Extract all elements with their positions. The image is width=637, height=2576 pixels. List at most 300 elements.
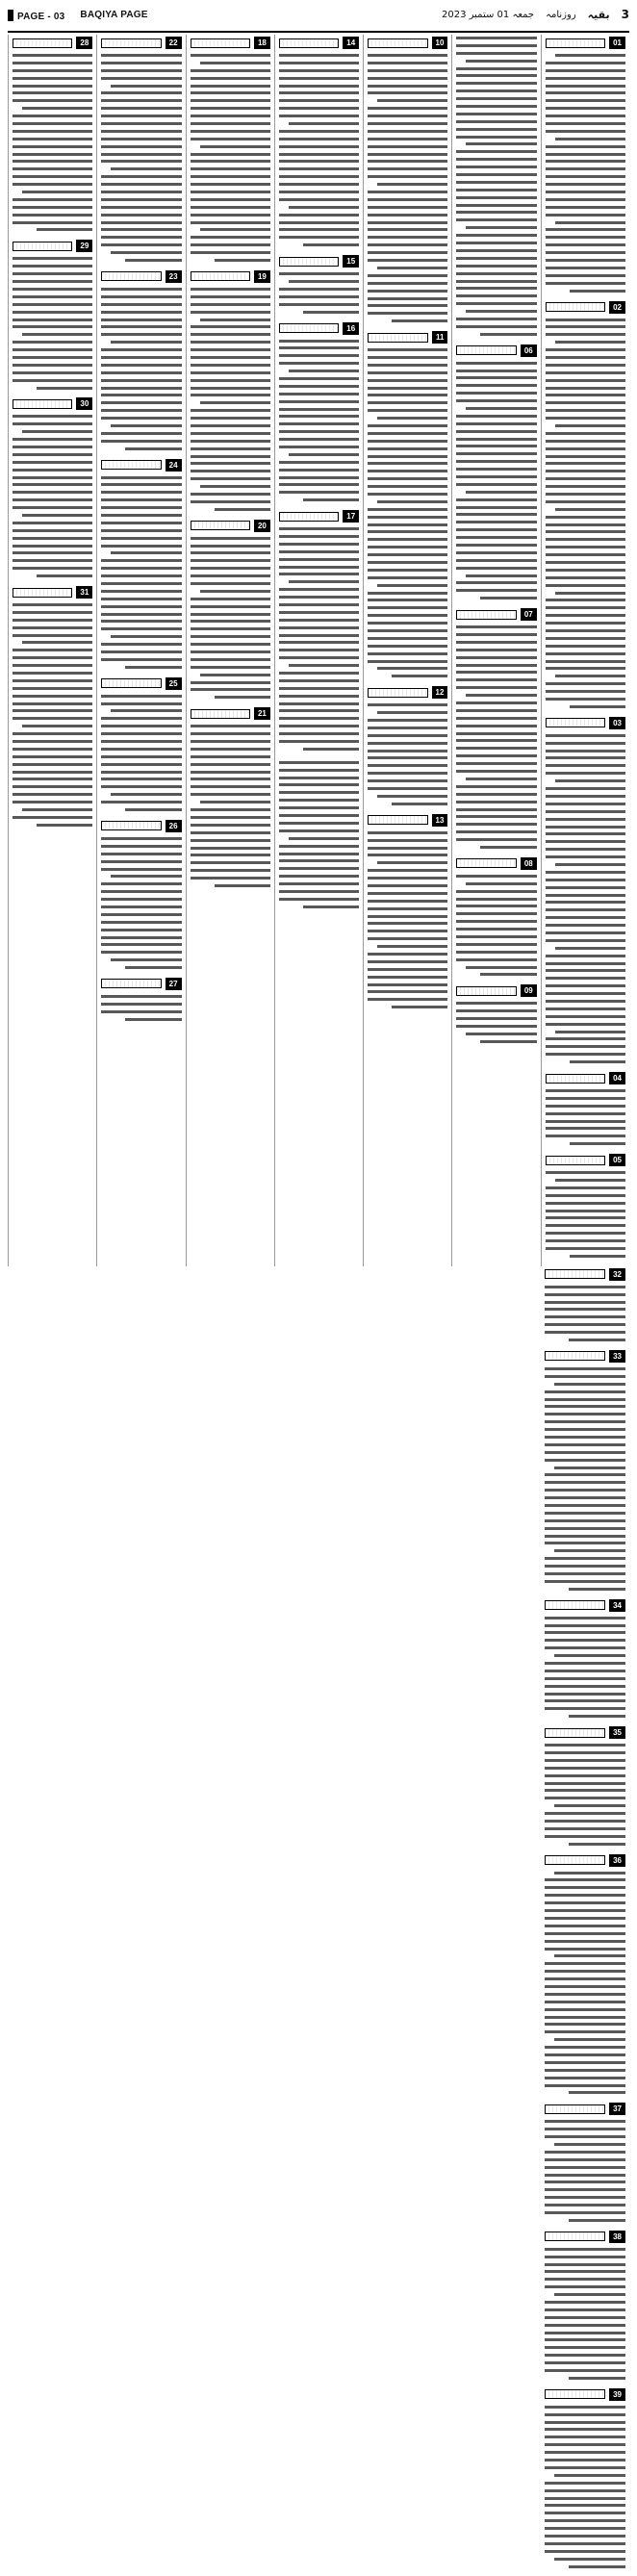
text-line (546, 1006, 625, 1013)
text-line (546, 1200, 625, 1208)
text-line (546, 265, 625, 272)
text-line (546, 877, 625, 884)
article-number-badge: 19 (254, 270, 270, 283)
text-line (456, 374, 536, 382)
text-line (13, 520, 92, 527)
text-line (545, 1884, 625, 1892)
text-line (456, 179, 536, 187)
text-line (191, 596, 270, 603)
text-line (545, 2202, 625, 2209)
text-line (191, 212, 270, 219)
text-line (546, 370, 625, 377)
text-line (191, 105, 270, 113)
text-line (279, 406, 359, 414)
text-line (191, 377, 270, 385)
text-line (456, 232, 536, 240)
text-line (13, 158, 92, 166)
text-line (377, 265, 447, 272)
text-line (13, 535, 92, 543)
text-line (13, 136, 92, 143)
text-line (368, 574, 447, 582)
text-line (191, 580, 270, 588)
text-line (466, 573, 536, 580)
text-line (545, 2336, 625, 2344)
text-line (289, 835, 359, 843)
article-block (279, 255, 359, 316)
article-block (101, 270, 181, 453)
text-line (456, 118, 536, 126)
text-line (545, 1683, 625, 1691)
article-number-badge: 33 (609, 1350, 625, 1363)
text-line (545, 2186, 625, 2194)
text-line (279, 158, 359, 166)
text-line (546, 438, 625, 446)
text-line (101, 113, 181, 120)
text-line (466, 140, 536, 148)
text-line (368, 620, 447, 627)
text-line (279, 189, 359, 196)
text-line (279, 212, 359, 219)
article-block (545, 2231, 625, 2383)
text-line (191, 686, 270, 694)
section-label: BAQIYA PAGE (80, 10, 148, 20)
text-line (545, 2426, 625, 2434)
text-line (13, 814, 92, 822)
text-line (545, 2052, 625, 2059)
article-title-strip (13, 588, 72, 598)
text-line (101, 769, 181, 777)
text-line (368, 717, 447, 725)
text-line (368, 128, 447, 136)
text-line (13, 565, 92, 573)
text-line (191, 362, 270, 370)
text-line (554, 1465, 625, 1472)
text-line (368, 996, 447, 1004)
text-line (200, 226, 270, 234)
article-text (546, 732, 625, 1066)
text-line (101, 120, 181, 128)
article-text (101, 286, 181, 453)
text-line (456, 390, 536, 397)
text-line (191, 664, 270, 672)
text-line (456, 933, 536, 941)
text-line (191, 611, 270, 619)
text-line (13, 783, 92, 791)
article-title-strip (279, 512, 339, 522)
text-line (368, 882, 447, 890)
text-line (456, 458, 536, 466)
text-line (466, 224, 536, 232)
article-text (545, 2404, 625, 2571)
text-line (368, 288, 447, 295)
text-line (279, 344, 359, 352)
text-line (456, 397, 536, 405)
text-line (546, 514, 625, 522)
text-line (480, 1038, 536, 1046)
text-line (279, 639, 359, 647)
text-line (279, 467, 359, 474)
article-text (456, 624, 536, 852)
text-line (545, 2352, 625, 2359)
text-line (101, 618, 181, 625)
text-line (368, 988, 447, 996)
text-line (546, 688, 625, 696)
text-line (101, 504, 181, 512)
text-line (555, 136, 625, 143)
text-line (13, 769, 92, 777)
text-line (546, 1087, 625, 1095)
text-line (279, 173, 359, 181)
text-line (191, 75, 270, 83)
text-line (456, 565, 536, 573)
article-text (368, 346, 447, 680)
text-line (545, 1449, 625, 1457)
text-line (191, 783, 270, 791)
article-text (545, 2118, 625, 2224)
text-line (368, 845, 447, 853)
text-line (546, 906, 625, 914)
text-line (545, 1396, 625, 1404)
text-line (368, 377, 447, 385)
text-line (279, 851, 359, 858)
text-line (279, 489, 359, 497)
text-line (368, 725, 447, 732)
text-line (368, 234, 447, 242)
text-line (101, 715, 181, 723)
text-line (546, 582, 625, 590)
text-line (13, 647, 92, 654)
article-title-strip (545, 1351, 605, 1361)
header-left (8, 10, 148, 22)
text-line (279, 525, 359, 533)
text-line (191, 867, 270, 875)
text-line (191, 52, 270, 60)
column-3 (363, 35, 451, 1266)
text-line (368, 136, 447, 143)
text-line (555, 1029, 625, 1036)
text-line (545, 1833, 625, 1841)
text-line (546, 620, 625, 627)
text-line (569, 1337, 625, 1344)
text-line (368, 52, 447, 60)
text-line (101, 181, 181, 189)
article-header-row (279, 322, 359, 335)
text-line (569, 2375, 625, 2383)
text-line (101, 761, 181, 769)
text-line (13, 52, 92, 60)
article-header-row (368, 686, 447, 699)
article-block (545, 1268, 625, 1344)
text-line (368, 958, 447, 966)
text-line (279, 609, 359, 617)
text-line (545, 1365, 625, 1373)
text-line (546, 604, 625, 612)
article-header-row (101, 270, 181, 283)
text-line (13, 693, 92, 701)
text-line (279, 234, 359, 242)
text-line (545, 2510, 625, 2517)
article-number-badge: 21 (254, 707, 270, 720)
text-line (456, 360, 536, 368)
article-title-strip (546, 1074, 605, 1084)
text-line (466, 58, 536, 65)
text-line (368, 701, 447, 709)
text-line (101, 196, 181, 204)
text-line (546, 234, 625, 242)
text-line (546, 824, 625, 831)
text-line (545, 2548, 625, 2556)
paper-name: بقیہ (587, 8, 610, 21)
text-line (368, 422, 447, 430)
text-line (545, 1923, 625, 1930)
text-line (22, 428, 92, 436)
text-line (456, 956, 536, 964)
text-line (368, 920, 447, 928)
text-line (191, 549, 270, 557)
text-line (456, 171, 536, 179)
text-line (13, 128, 92, 136)
text-line (101, 858, 181, 866)
text-line (545, 2419, 625, 2427)
text-line (546, 1035, 625, 1043)
text-line (546, 430, 625, 438)
text-line (191, 769, 270, 777)
text-line (545, 2525, 625, 2533)
text-line (200, 672, 270, 679)
text-line (456, 217, 536, 224)
text-line (546, 884, 625, 892)
text-line (456, 511, 536, 519)
text-line (279, 75, 359, 83)
text-line (279, 338, 359, 345)
text-line (13, 181, 92, 189)
article-block (191, 270, 270, 514)
text-line (555, 945, 625, 953)
text-line (546, 196, 625, 204)
text-line (546, 331, 625, 339)
text-line (456, 662, 536, 670)
text-line (546, 60, 625, 67)
text-line (368, 829, 447, 837)
text-line (546, 97, 625, 105)
article-block (456, 35, 536, 339)
text-line (13, 707, 92, 715)
article-title-strip (191, 709, 250, 719)
text-line (546, 967, 625, 975)
article-title-strip (545, 1728, 605, 1738)
text-line (279, 219, 359, 227)
text-line (554, 1802, 625, 1810)
text-line (368, 852, 447, 859)
text-line (101, 128, 181, 136)
article-number-badge: 39 (609, 2388, 625, 2401)
text-line (101, 927, 181, 934)
header-bar-icon (8, 10, 13, 21)
text-line (456, 903, 536, 910)
article-number-badge: 26 (166, 820, 182, 832)
text-line (289, 451, 359, 459)
text-line (392, 673, 447, 680)
text-line (279, 83, 359, 90)
text-line (456, 126, 536, 134)
text-line (545, 2359, 625, 2367)
text-line (546, 453, 625, 461)
text-line (545, 2344, 625, 2352)
text-line (368, 748, 447, 755)
text-line (545, 2367, 625, 2375)
text-line (545, 1418, 625, 1426)
text-line (546, 1118, 625, 1126)
text-line (13, 166, 92, 173)
text-line (111, 83, 181, 90)
text-line (191, 557, 270, 565)
text-line (191, 852, 270, 859)
text-line (13, 761, 92, 769)
text-line (546, 1013, 625, 1021)
text-line (545, 2299, 625, 2307)
text-line (545, 2449, 625, 2457)
text-line (125, 806, 181, 814)
text-line (368, 762, 447, 770)
text-line (279, 804, 359, 812)
article-title-strip (545, 1600, 605, 1610)
text-line (545, 1306, 625, 1314)
article-block (545, 1726, 625, 1848)
text-line (545, 1426, 625, 1434)
article-title-strip (279, 323, 339, 333)
text-line (13, 557, 92, 565)
text-line (279, 128, 359, 136)
article-number-badge: 18 (254, 37, 270, 49)
column-5 (186, 35, 274, 1266)
text-line (279, 873, 359, 880)
text-line (101, 189, 181, 196)
article-text (279, 52, 359, 249)
text-line (279, 685, 359, 693)
text-line (456, 80, 536, 88)
text-line (101, 843, 181, 851)
text-line (368, 627, 447, 635)
text-line (368, 483, 447, 491)
text-line (545, 1487, 625, 1494)
text-line (191, 543, 270, 550)
text-line (545, 1411, 625, 1418)
text-line (456, 436, 536, 444)
text-line (200, 317, 270, 324)
text-line (368, 430, 447, 438)
text-line (569, 1586, 625, 1594)
text-line (480, 844, 536, 852)
column-6 (96, 35, 185, 1266)
article-header-row (13, 240, 92, 252)
text-line (546, 740, 625, 748)
text-line (303, 904, 359, 911)
article-text (191, 535, 270, 702)
text-line (368, 522, 447, 529)
text-line (545, 1314, 625, 1321)
text-line (13, 474, 92, 482)
text-line (456, 707, 536, 715)
text-line (111, 549, 181, 557)
text-line (545, 2082, 625, 2090)
text-line (101, 136, 181, 143)
article-text (456, 360, 536, 603)
article-header-row (456, 608, 536, 621)
text-line (368, 385, 447, 393)
text-line (546, 105, 625, 113)
text-line (279, 166, 359, 173)
text-line (191, 656, 270, 664)
text-line (554, 2141, 625, 2149)
text-line (279, 398, 359, 406)
text-line (456, 821, 536, 829)
text-line (545, 1373, 625, 1381)
column-7 (8, 35, 96, 1266)
article-title-strip (368, 688, 427, 698)
text-line (377, 181, 447, 189)
article-title-strip (546, 718, 605, 727)
text-line (101, 309, 181, 317)
text-line (111, 633, 181, 641)
text-line (546, 446, 625, 453)
article-number-badge: 09 (521, 984, 537, 997)
text-line (101, 596, 181, 603)
text-line (101, 173, 181, 181)
text-line (545, 2126, 625, 2133)
text-line (545, 1915, 625, 1923)
text-line (101, 520, 181, 527)
text-line (368, 837, 447, 845)
article-block (101, 820, 181, 972)
text-line (101, 242, 181, 249)
text-line (545, 2194, 625, 2202)
article-text (13, 413, 92, 580)
article-text (279, 759, 359, 911)
text-line (456, 50, 536, 58)
text-line (368, 551, 447, 559)
article-number-badge: 13 (432, 814, 448, 827)
text-line (456, 896, 536, 904)
text-line (545, 1930, 625, 1938)
article-text (546, 317, 625, 711)
text-line (368, 407, 447, 415)
article-block (13, 37, 92, 234)
text-line (368, 257, 447, 265)
text-line (545, 1907, 625, 1915)
text-line (480, 331, 536, 339)
text-line (101, 1008, 181, 1016)
text-line (456, 111, 536, 118)
text-line (545, 2434, 625, 2441)
text-line (101, 226, 181, 234)
text-line (466, 692, 536, 700)
text-line (279, 781, 359, 789)
text-line (545, 2283, 625, 2291)
article-text (13, 255, 92, 392)
text-line (546, 89, 625, 97)
text-line (377, 498, 447, 506)
article-block (13, 397, 92, 580)
text-line (279, 723, 359, 730)
text-line (191, 128, 270, 136)
text-line (546, 522, 625, 529)
text-line (279, 730, 359, 738)
text-line (101, 641, 181, 649)
article-number-badge: 03 (609, 717, 625, 729)
article-title-strip (191, 38, 250, 48)
column-8 (541, 1266, 629, 2576)
text-line (368, 643, 447, 650)
